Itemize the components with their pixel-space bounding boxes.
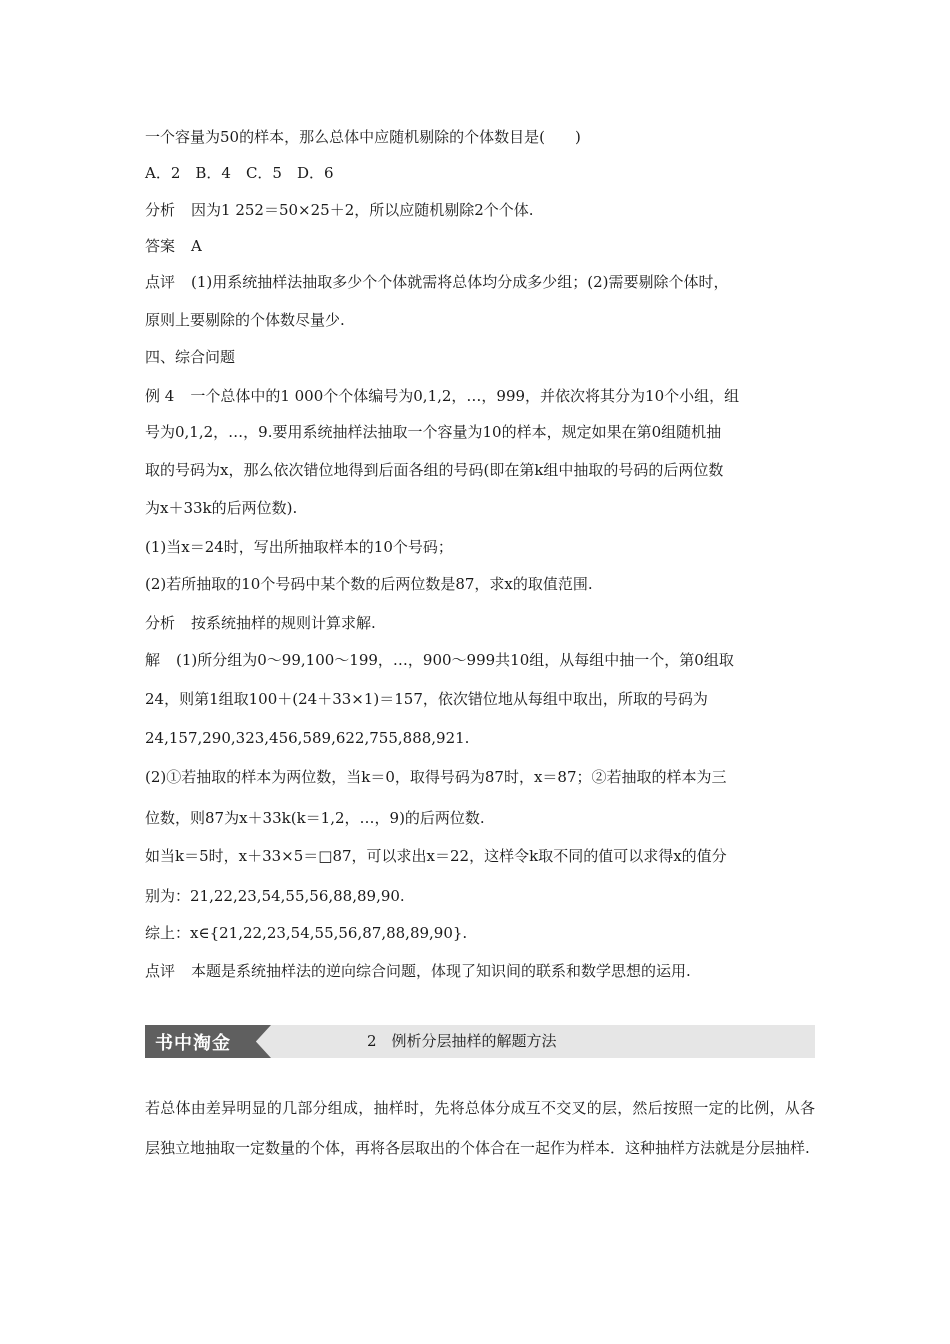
text-line — [145, 613, 376, 633]
line-text: A．2 B．4 C．5 D．6 — [145, 164, 334, 182]
line-text: 按系统抽样的规则计算求解. — [191, 614, 376, 632]
text-line — [145, 347, 235, 367]
text-line — [145, 127, 581, 147]
text-line — [145, 163, 334, 183]
line-text: (1)用系统抽样法抽取多少个个体就需将总体均分成多少组；(2)需要剔除个体时， — [191, 273, 729, 291]
line-label: 点评 — [145, 273, 176, 291]
text-line — [145, 923, 467, 943]
text-line — [145, 272, 729, 292]
line-text: (1)所分组为0～99,100～199，…，900～999共10组，从每组中抽一个，第0组取 — [176, 651, 734, 669]
section-banner — [145, 1025, 815, 1058]
line-text: 取的号码为x，那么依次错位地得到后面各组的号码(即在第k组中抽取的号码的后两位数 — [145, 461, 724, 479]
section-tag-label: 书中淘金 — [155, 1033, 231, 1054]
line-label: 分析 — [145, 201, 176, 219]
line-text: 本题是系统抽样法的逆向综合问题，体现了知识间的联系和数学思想的运用. — [191, 962, 691, 980]
line-label: 点评 — [145, 962, 176, 980]
line-text: 因为1 252＝50×25＋2，所以应随机剔除2个个体. — [191, 201, 534, 219]
text-line — [145, 808, 485, 828]
text-line — [145, 961, 691, 981]
body-paragraph: 若总体由差异明显的几部分组成，抽样时，先将总体分成互不交叉的层，然后按照一定的比例，从各层独立地抽取一定数量的个体，再将各层取出的个体合在一起作为样本．这种抽样方法就是分层抽样. — [145, 1099, 815, 1157]
text-line — [145, 460, 723, 480]
line-text: (2)①若抽取的样本为两位数，当k＝0，取得号码为87时，x＝87；②若抽取的样本为三 — [145, 768, 727, 786]
text-line — [145, 310, 345, 330]
text-line — [145, 689, 708, 709]
text-line — [145, 574, 593, 594]
line-label: 例 4 — [145, 387, 175, 405]
line-text: 位数，则87为x＋33k(k＝1,2，…，9)的后两位数. — [145, 809, 485, 827]
line-label: 分析 — [145, 614, 176, 632]
line-text: (2)若所抽取的10个号码中某个数的后两位数是87，求x的取值范围. — [145, 575, 593, 593]
text-line — [145, 728, 469, 748]
text-line — [145, 846, 727, 866]
line-text: A — [191, 237, 202, 255]
text-line — [145, 236, 202, 256]
text-line — [145, 537, 453, 557]
text-line — [145, 200, 534, 220]
section-title: 2 例析分层抽样的解题方法 — [367, 1032, 557, 1050]
line-text: 24，则第1组取100＋(24＋33×1)＝157，依次错位地从每组中取出，所取的号码为 — [145, 690, 708, 708]
line-text: (1)当x＝24时，写出所抽取样本的10个号码； — [145, 538, 453, 556]
text-line — [145, 886, 405, 906]
line-text: 为x＋33k的后两位数). — [145, 499, 298, 517]
line-text: 四、综合问题 — [145, 348, 236, 366]
line-text: 如当k＝5时，x＋33×5＝□87，可以求出x＝22，这样令k取不同的值可以求得x的值分 — [145, 847, 727, 865]
line-text: 别为：21,22,23,54,55,56,88,89,90. — [145, 887, 405, 905]
text-line — [145, 650, 734, 670]
line-text: 一个总体中的1 000个个体编号为0,1,2，…，999，并依次将其分为10个小组，组 — [190, 387, 740, 405]
line-label: 答案 — [145, 237, 176, 255]
text-line — [145, 498, 297, 518]
line-text: 原则上要剔除的个体数尽量少. — [145, 311, 345, 329]
text-line — [145, 767, 727, 787]
line-text: 综上：x∈{21,22,23,54,55,56,87,88,89,90}. — [145, 924, 468, 942]
line-text: 一个容量为50的样本，那么总体中应随机剔除的个体数目是( ) — [145, 128, 581, 146]
line-label: 解 — [145, 651, 161, 669]
text-line — [145, 386, 739, 406]
line-text: 24,157,290,323,456,589,622,755,888,921. — [145, 729, 470, 747]
line-text: 号为0,1,2，…，9.要用系统抽样法抽取一个容量为10的样本，规定如果在第0组随机抽 — [145, 423, 722, 441]
text-line — [145, 422, 721, 442]
